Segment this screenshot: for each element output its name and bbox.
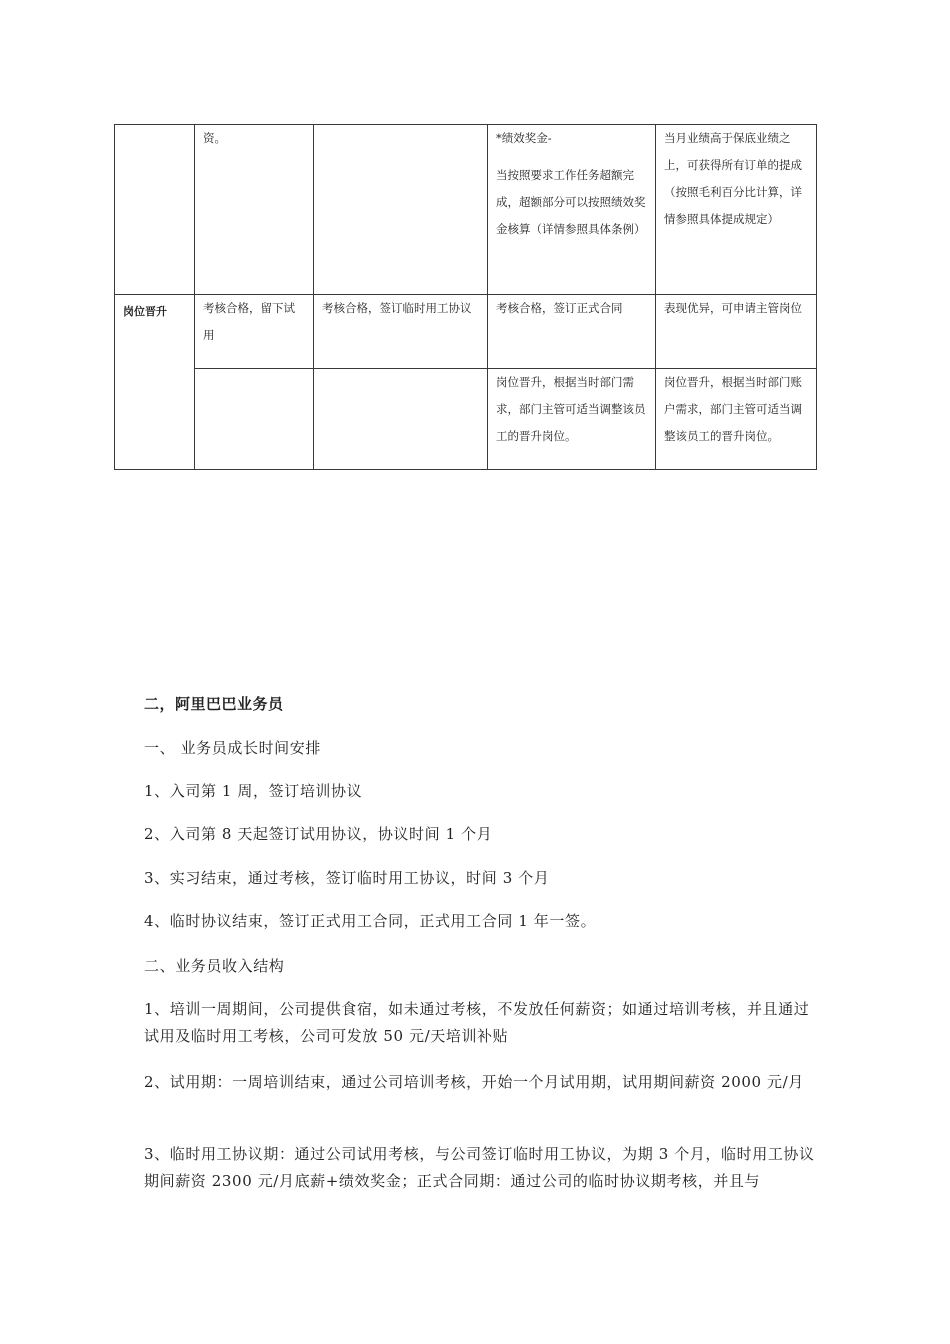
bonus-title: *绩效奖金-: [496, 131, 552, 145]
subheading-timeline: 一、 业务员成长时间安排: [144, 739, 321, 757]
list-item: 1、培训一周期间，公司提供食宿，如未通过考核，不发放任何薪资；如通过培训考核，并且通过试用及临时用工考核，公司可发放 50 元/天培训补贴: [144, 1000, 810, 1045]
list-item: 2、入司第 8 天起签订试用协议，协议时间 1 个月: [144, 825, 493, 843]
bonus-body: 当按照要求工作任务超额完成，超额部分可以按照绩效奖金核算（详情参照具体条例）: [496, 168, 646, 236]
table-cell: [195, 369, 314, 470]
table-cell: 考核合格，留下试用: [195, 295, 314, 369]
table-row: [115, 295, 817, 369]
subheading-income: 二、业务员收入结构: [144, 957, 285, 975]
table-cell: [314, 369, 488, 470]
table-cell: 表现优异，可申请主管岗位: [656, 295, 817, 369]
list-item: 3、临时用工协议期：通过公司试用考核，与公司签订临时用工协议，为期 3 个月，临时用工协议期间薪资 2300 元/月底薪+绩效奖金；正式合同期：通过公司的临时协议期考核，并且与: [144, 1145, 815, 1190]
list-item: 1、入司第 1 周，签订培训协议: [144, 782, 363, 800]
table-cell: 当月业绩高于保底业绩之上，可获得所有订单的提成（按照毛利百分比计算，详情参照具体提成规定）: [656, 125, 817, 295]
table-cell: 资。: [195, 125, 314, 295]
table-cell: 岗位晋升，根据当时部门账户需求，部门主管可适当调整该员工的晋升岗位。: [656, 369, 817, 470]
table-cell: 考核合格，签订正式合同: [488, 295, 656, 369]
promotion-table: [114, 124, 817, 470]
table-row: [115, 125, 817, 295]
table-row: [115, 369, 817, 470]
list-item: 4、临时协议结束，签订正式用工合同，正式用工合同 1 年一签。: [144, 912, 597, 930]
table-cell: [488, 125, 656, 295]
list-item: 3、实习结束，通过考核，签订临时用工协议，时间 3 个月: [144, 869, 550, 887]
row-label-promotion: 岗位晋升: [115, 295, 195, 470]
section-heading: 二，阿里巴巴业务员: [144, 695, 284, 713]
table-cell: [314, 125, 488, 295]
table-cell: 岗位晋升，根据当时部门需求，部门主管可适当调整该员工的晋升岗位。: [488, 369, 656, 470]
list-item: 2、试用期：一周培训结束，通过公司培训考核，开始一个月试用期，试用期间薪资 2000 元/月: [144, 1073, 804, 1091]
table-cell-label-empty: [115, 125, 195, 295]
table-cell: 考核合格，签订临时用工协议: [314, 295, 488, 369]
